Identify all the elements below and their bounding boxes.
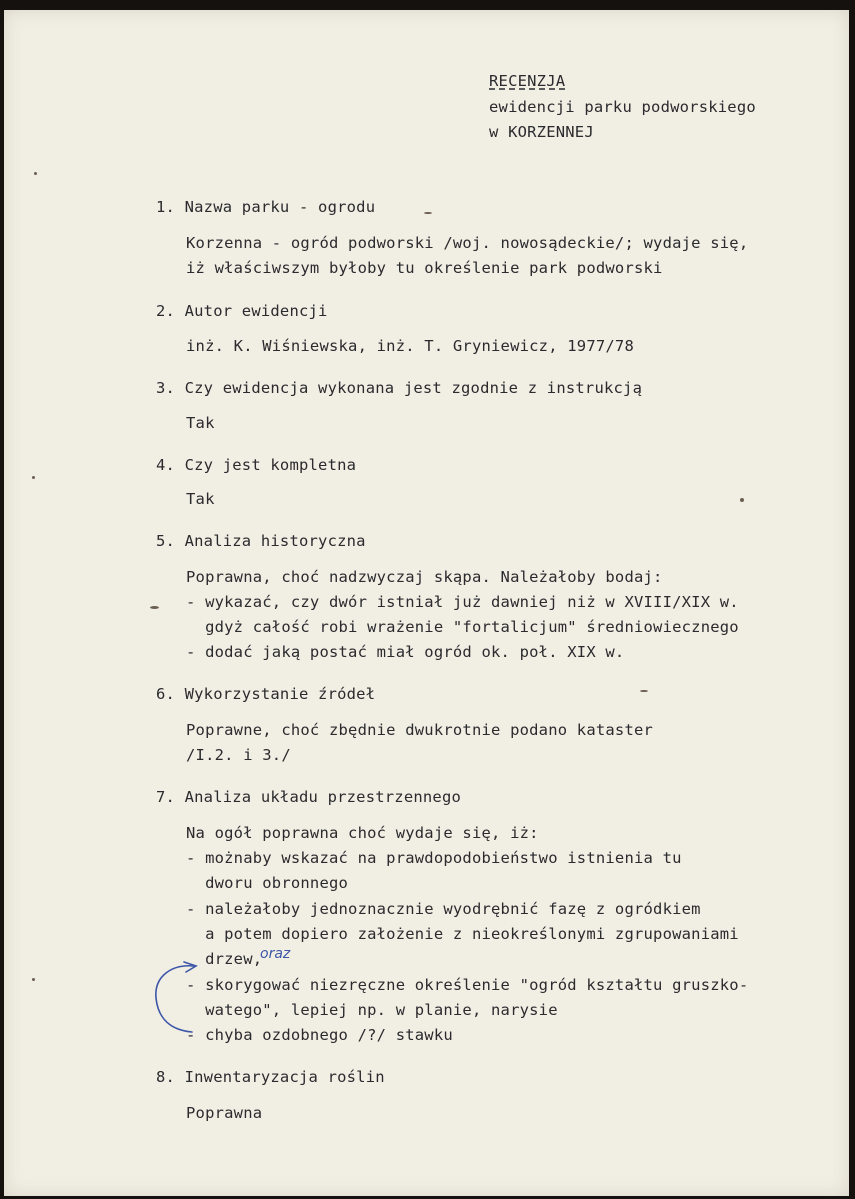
paper-speck: [150, 606, 159, 609]
section-7-line-9: - chyba ozdobnego /?/ stawku: [186, 1026, 453, 1044]
section-7-line-6: drzew,: [186, 950, 263, 968]
paper-speck: [34, 172, 37, 175]
section-1-line-2: iż właściwszym byłoby tu określenie park podworski: [186, 259, 663, 277]
section-7-line-5: a potem dopiero założenie z nieokreślonymi zgrupowaniami: [186, 925, 739, 943]
section-5-line-4: - dodać jaką postać miał ogród ok. poł. XIX w.: [186, 643, 625, 661]
section-2-heading: 2. Autor ewidencji: [156, 302, 328, 320]
section-4-heading: 4. Czy jest kompletna: [156, 456, 357, 474]
section-7-heading: 7. Analiza układu przestrzennego: [156, 788, 462, 806]
section-8-heading: 8. Inwentaryzacja roślin: [156, 1068, 385, 1086]
section-6-line-1: Poprawne, choć zbędnie dwukrotnie podano kataster: [186, 721, 654, 739]
section-7-line-4: - należałoby jednoznacznie wyodrębnić fazę z ogródkiem: [186, 900, 701, 918]
document-title: RECENZJA: [489, 72, 566, 90]
section-5-line-2: - wykazać, czy dwór istniał już dawniej niż w XVIII/XIX w.: [186, 593, 739, 611]
section-7-line-1: Na ogół poprawna choć wydaje się, iż:: [186, 824, 539, 842]
subtitle-line-1: ewidencji parku podworskiego: [489, 98, 756, 116]
section-7-line-2: - możnaby wskazać na prawdopodobieństwo istnienia tu: [186, 849, 682, 867]
subtitle-line-2: w KORZENNEJ: [489, 123, 594, 141]
section-7-line-8: watego", lepiej np. w planie, narysie: [186, 1001, 558, 1019]
paper-speck: [32, 978, 35, 981]
handwritten-note: oraz: [260, 946, 291, 962]
section-3-heading: 3. Czy ewidencja wykonana jest zgodnie z instrukcją: [156, 379, 643, 397]
paper-speck: [32, 476, 35, 479]
section-1-heading: 1. Nazwa parku - ogrodu: [156, 198, 376, 216]
paper-speck: [740, 498, 744, 502]
paper-speck: [424, 212, 432, 214]
section-7-line-3: dworu obronnego: [186, 874, 349, 892]
section-2-line-1: inż. K. Wiśniewska, inż. T. Gryniewicz, 1977/78: [186, 337, 634, 355]
section-4-line-1: Tak: [186, 490, 215, 508]
handwritten-arrow-icon: [144, 958, 214, 1038]
section-1-line-1: Korzenna - ogród podworski /woj. nowosądeckie/; wydaje się,: [186, 234, 749, 252]
section-5-heading: 5. Analiza historyczna: [156, 532, 366, 550]
section-6-line-2: /I.2. i 3./: [186, 746, 291, 764]
paper-speck: [640, 690, 648, 692]
section-3-line-1: Tak: [186, 414, 215, 432]
section-7-line-7: - skorygować niezręczne określenie "ogród kształtu gruszko-: [186, 976, 749, 994]
section-8-line-1: Poprawna: [186, 1104, 263, 1122]
document-page: [4, 10, 849, 1196]
section-5-line-3: gdyż całość robi wrażenie "fortalicjum" średniowiecznego: [186, 618, 739, 636]
section-5-line-1: Poprawna, choć nadzwyczaj skąpa. Należałoby bodaj:: [186, 568, 663, 586]
section-6-heading: 6. Wykorzystanie źródeł: [156, 685, 376, 703]
